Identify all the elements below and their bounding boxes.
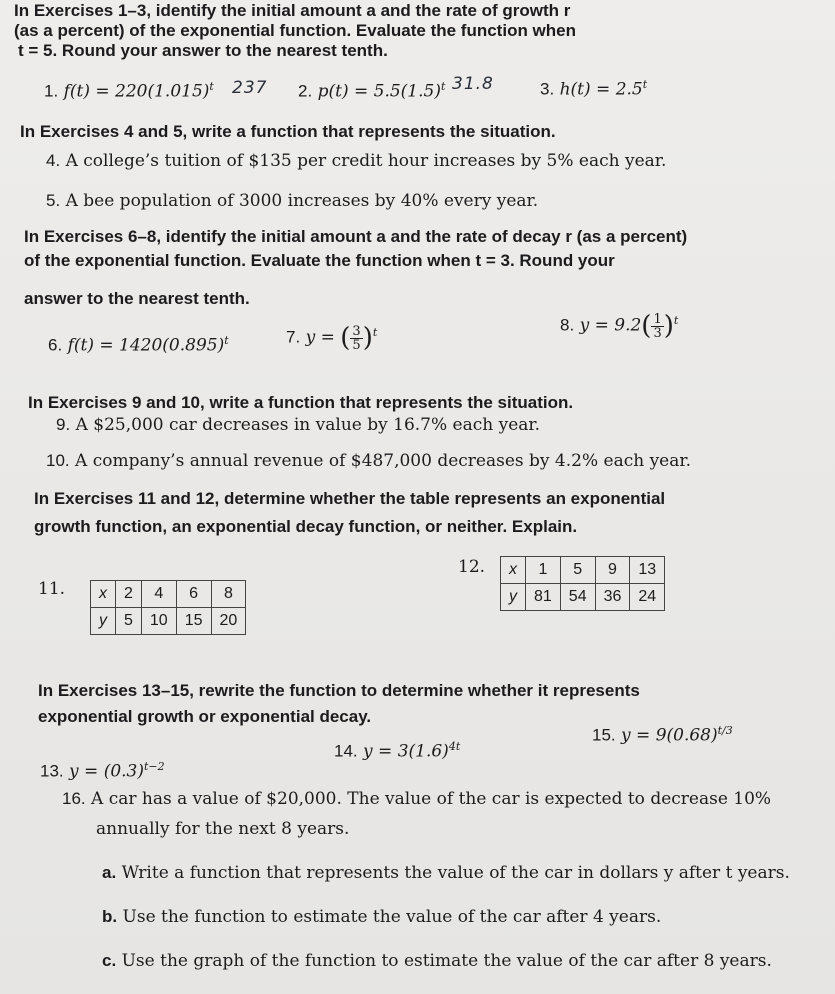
exercise-4-text: A college’s tuition of $135 per credit hour increases by 5% each year. (65, 151, 667, 171)
table-cell: y (91, 608, 116, 635)
exercise-7-fraction (350, 325, 362, 352)
exercise-1-handwritten-answer: 237 (232, 78, 268, 98)
table-cell: 8 (211, 581, 246, 608)
exercise-11-table (90, 580, 246, 635)
exercise-8: 8. y = 9.2( $\frac{1}{3}$ )$^t$ (560, 311, 679, 342)
table-cell: x (91, 581, 116, 608)
exercise-2-number: 2. (298, 81, 313, 101)
exercise-14-exponent: 4t (448, 740, 461, 753)
exercise-8-exponent: t (673, 314, 679, 327)
exercise-2 (298, 76, 445, 103)
sec1-intro-line3: t = 5. Round your answer to the nearest tenth. (18, 41, 388, 60)
exercise-10-number: 10. (46, 451, 70, 470)
table-cell: 54 (560, 584, 595, 611)
exercise-8-numerator: 1 (653, 311, 662, 327)
table-cell: 36 (595, 584, 630, 611)
table-cell: 5 (116, 608, 142, 635)
sec1-intro-line1: In Exercises 1–3, identify the initial amount a and the rate of growth r (14, 1, 571, 20)
table-cell: 81 (526, 584, 561, 611)
exercise-9 (56, 414, 540, 436)
table-row-x (501, 557, 665, 584)
exercise-5-number: 5. (46, 191, 61, 210)
exercise-15-expr: y = 9(0.68) (621, 725, 718, 746)
exercise-1-exponent: t (209, 80, 214, 93)
exercise-3-number: 3. (540, 79, 555, 99)
exercise-7-denominator: 5 (352, 337, 361, 353)
exercise-16b (102, 906, 661, 928)
table-row-x (91, 581, 246, 608)
exercise-10 (46, 450, 691, 472)
exercise-7-exponent: t (372, 326, 378, 339)
table-cell: 13 (630, 557, 665, 584)
exercise-13-expr: y = (0.3) (69, 761, 145, 782)
exercise-5-text: A bee population of 3000 increases by 40% every year. (65, 191, 539, 211)
exercise-10-text: A company’s annual revenue of $487,000 decreases by 4.2% each year. (75, 451, 692, 471)
exercise-8-lhs: y = 9.2 (579, 315, 642, 336)
exercise-16-text-line1: A car has a value of $20,000. The value of the car is expected to decrease 10% (91, 789, 772, 809)
sec3-intro-line2: of the exponential function. Evaluate the function when t = 3. Round your (24, 251, 615, 270)
exercise-3 (540, 74, 647, 101)
sec5-intro-line1: In Exercises 11 and 12, determine whether the table represents an exponential (34, 489, 666, 508)
table-row-y (501, 584, 665, 611)
sec3-intro-line1: In Exercises 6–8, identify the initial amount a and the rate of decay r (as a percent) (24, 227, 688, 246)
exercise-5 (46, 190, 538, 212)
exercise-16b-text: Use the function to estimate the value of the car after 4 years. (122, 907, 662, 927)
exercise-6-exponent: t (224, 334, 229, 347)
exercise-4 (46, 150, 666, 172)
exercise-8-number: 8. (560, 315, 575, 335)
table-cell: y (501, 584, 526, 611)
exercise-16-line2: annually for the next 8 years. (96, 819, 350, 839)
exercise-16a-text: Write a function that represents the value of the car in dollars y after t years. (121, 863, 790, 883)
sec4-intro: In Exercises 9 and 10, write a function that represents the situation. (28, 393, 574, 412)
exercise-15-exponent: t/3 (717, 724, 733, 737)
table-cell: 4 (141, 581, 176, 608)
exercise-12-table (500, 556, 665, 611)
exercise-2-expr: p(t) = 5.5(1.5) (317, 81, 441, 102)
table-cell: 20 (211, 608, 246, 635)
table-cell: 5 (560, 557, 595, 584)
exercise-6 (48, 330, 229, 357)
exercise-4-number: 4. (46, 151, 61, 170)
exercise-2-handwritten-answer: 31.8 (452, 74, 494, 94)
exercise-6-expr: f(t) = 1420(0.895) (67, 335, 225, 356)
exercise-1-number: 1. (44, 81, 59, 101)
exercise-16-number: 16. (62, 789, 86, 808)
exercise-13 (40, 756, 165, 783)
exercise-15 (592, 720, 733, 747)
exercise-13-number: 13. (40, 761, 64, 781)
exercise-1-expr: f(t) = 220(1.015) (63, 81, 210, 102)
exercise-3-expr: h(t) = 2.5 (559, 79, 643, 100)
exercise-16-line1 (62, 788, 771, 810)
table-cell: 15 (176, 608, 211, 635)
exercise-7-lhs: y = (305, 327, 335, 348)
exercise-12-number: 12. (458, 557, 486, 577)
exercise-16b-label: b. (102, 907, 118, 926)
exercise-14-expr: y = 3(1.6) (363, 741, 449, 762)
exercise-7: 7. y = ( $\frac{3}{5}$ )$^t$ (286, 323, 378, 354)
exercise-14 (334, 736, 460, 763)
exercise-1 (44, 76, 214, 103)
table-row-y (91, 608, 246, 635)
exercise-14-number: 14. (334, 741, 358, 761)
sec1-intro-line2: (as a percent) of the exponential function. Evaluate the function when (14, 21, 577, 40)
sec2-intro: In Exercises 4 and 5, write a function that represents the situation. (20, 122, 556, 141)
exercise-16c-label: c. (102, 951, 117, 970)
table-cell: 6 (176, 581, 211, 608)
table-cell: 9 (595, 557, 630, 584)
exercise-8-denominator: 3 (653, 325, 662, 341)
sec3-intro-line3: answer to the nearest tenth. (24, 289, 250, 308)
exercise-13-exponent: t−2 (144, 760, 165, 773)
table-cell: 2 (116, 581, 142, 608)
exercise-9-number: 9. (56, 415, 71, 434)
exercise-7-numerator: 3 (352, 323, 361, 339)
exercise-7-number: 7. (286, 327, 301, 347)
exercise-3-exponent: t (642, 78, 648, 91)
exercise-11-number: 11. (38, 579, 66, 599)
exercise-15-number: 15. (592, 725, 616, 745)
sec6-intro-line1: In Exercises 13–15, rewrite the function to determine whether it represents (38, 681, 640, 700)
exercise-16c-text: Use the graph of the function to estimate the value of the car after 8 years. (121, 951, 772, 971)
exercise-8-fraction (651, 313, 663, 340)
exercise-2-exponent: t (440, 80, 446, 93)
table-cell: 10 (141, 608, 176, 635)
table-cell: x (501, 557, 526, 584)
sec6-intro-line2: exponential growth or exponential decay. (38, 707, 372, 726)
exercise-16c (102, 950, 772, 972)
table-cell: 1 (526, 557, 561, 584)
exercise-9-text: A $25,000 car decreases in value by 16.7% each year. (75, 415, 541, 435)
exercise-16a (102, 862, 790, 884)
exercise-6-number: 6. (48, 335, 63, 355)
sec5-intro-line2: growth function, an exponential decay function, or neither. Explain. (34, 517, 578, 536)
exercise-16a-label: a. (102, 863, 117, 882)
table-cell: 24 (630, 584, 665, 611)
